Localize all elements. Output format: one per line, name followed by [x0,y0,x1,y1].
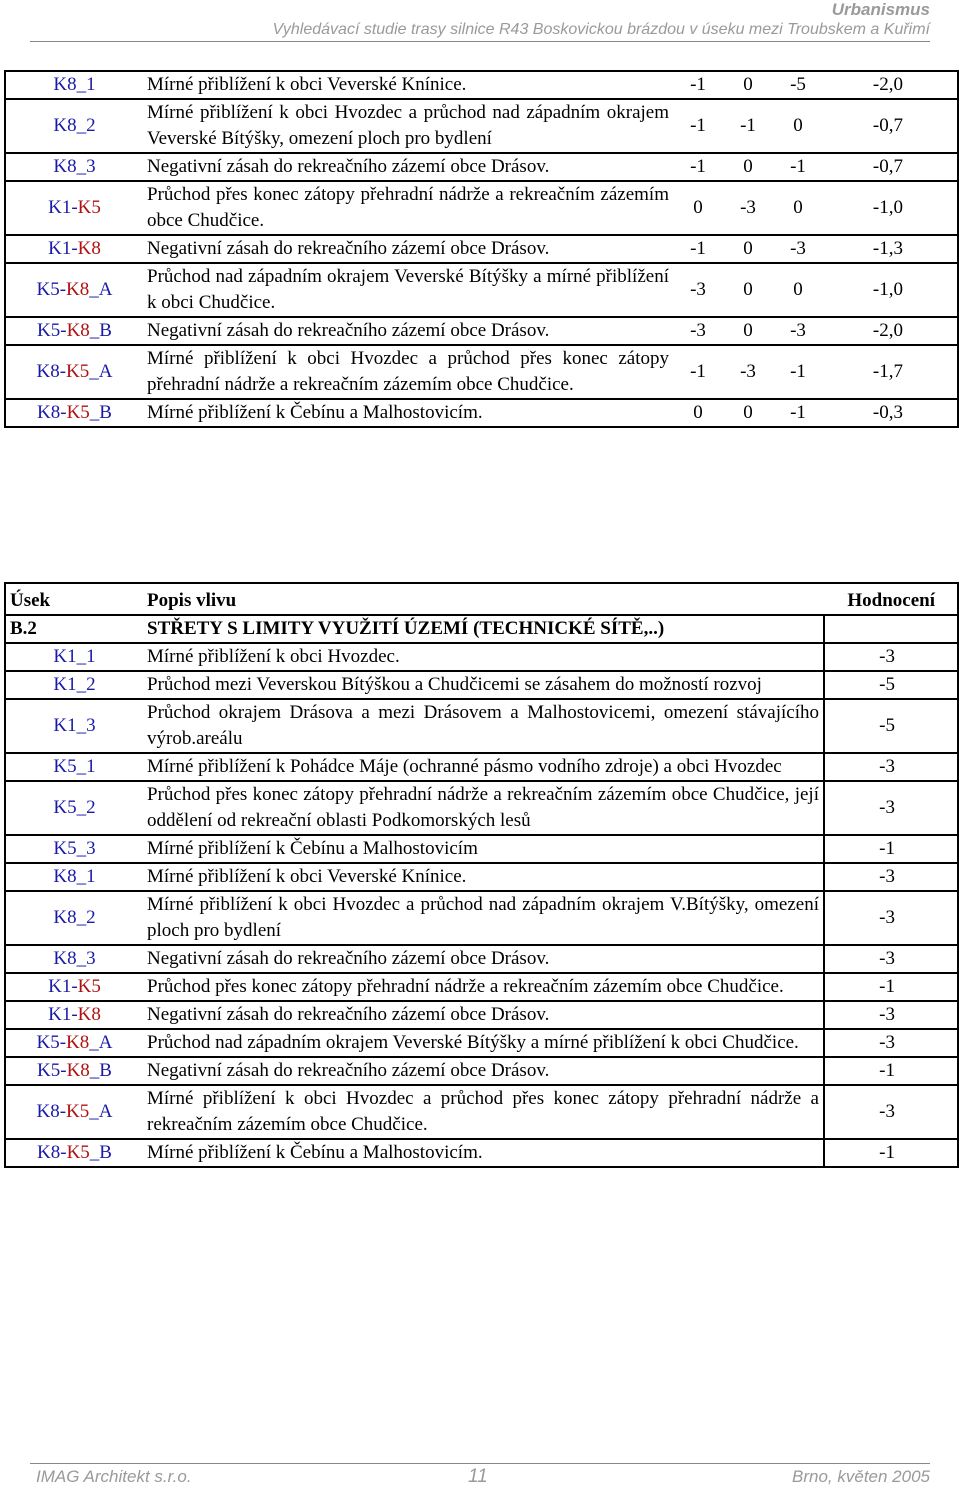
row-score: -3 [723,345,773,399]
row-rating: -3 [824,753,958,781]
code-suffix: _B [89,320,112,341]
row-description: Mírné přiblížení k obci Hvozdec a průchod nad západním okrajem Veverské Bítýšky, omezení ploch pro bydlení [143,99,673,153]
code-prefix: K1- [48,238,78,259]
evaluation-table-2 [4,582,959,1168]
table-row [5,643,958,671]
code-suffix: _1 [76,74,96,95]
table-row [5,1085,958,1139]
code-prefix: K8 [53,74,77,95]
code-prefix: K5 [53,797,77,818]
row-rating: -3 [824,945,958,973]
row-rating: -3 [824,863,958,891]
row-rating: -5 [824,671,958,699]
row-score: 0 [773,181,823,235]
row-score: -1 [673,235,723,263]
code-suffix: _A [89,1032,113,1053]
code-suffix: _2 [76,674,96,695]
code-prefix: K1- [48,976,78,997]
row-score: -1 [773,153,823,181]
code-prefix: K1- [48,197,78,218]
row-code [5,699,143,753]
row-description: Mírné přiblížení k Čebínu a Malhostovicím [143,835,824,863]
row-description: Mírné přiblížení k Pohádce Máje (ochranné pásmo vodního zdroje) a obci Hvozdec [143,753,824,781]
code-prefix: K8 [53,115,77,136]
table-row [5,317,958,345]
table-row [5,891,958,945]
table-row [5,399,958,427]
row-description: Průchod přes konec zátopy přehradní nádrže a rekreačním zázemím obce Chudčice. [143,973,824,1001]
row-description: Průchod nad západním okrajem Veverské Bítýšky a mírné přiblížení k obci Chudčice. [143,263,673,317]
col-header-rating: Hodnocení [824,583,958,615]
row-average: -1,0 [823,263,958,317]
table-row [5,1001,958,1029]
row-score: -1 [673,153,723,181]
col-header-description: Popis vlivu [143,583,824,615]
row-code [5,1139,143,1167]
row-score: -1 [673,345,723,399]
table-row [5,835,958,863]
row-average: -0,7 [823,153,958,181]
row-rating: -3 [824,891,958,945]
code-suffix: _B [89,402,112,423]
header-divider [30,41,930,42]
row-average: -0,3 [823,399,958,427]
code-suffix: _1 [76,866,96,887]
row-description: Negativní zásah do rekreačního zázemí obce Drásov. [143,317,673,345]
row-code [5,345,143,399]
row-description: Negativní zásah do rekreačního zázemí obce Drásov. [143,945,824,973]
row-description: Negativní zásah do rekreačního zázemí obce Drásov. [143,235,673,263]
table-row [5,699,958,753]
code-prefix: K5- [37,1060,67,1081]
table-row [5,99,958,153]
code-prefix: K1 [53,674,77,695]
row-score: -3 [773,235,823,263]
code-target: K5 [66,402,90,423]
row-rating: -1 [824,835,958,863]
code-prefix: K8- [37,1142,67,1163]
code-prefix: K5 [53,838,77,859]
row-score: -1 [773,399,823,427]
row-code [5,181,143,235]
code-suffix: _A [89,279,113,300]
code-target: K8 [66,1060,90,1081]
code-target: K8 [77,1004,101,1025]
code-suffix: _3 [76,715,96,736]
row-score: -1 [673,71,723,99]
footer-divider [30,1463,930,1464]
code-prefix: K5- [36,1032,67,1053]
table-row [5,753,958,781]
row-description: Mírné přiblížení k obci Hvozdec a průchod přes konec zátopy přehradní nádrže a rekreačním zázemím obce Chudčice. [143,1085,824,1139]
code-target: K8 [66,320,90,341]
row-average: -1,3 [823,235,958,263]
row-description: Průchod přes konec zátopy přehradní nádrže a rekreačním zázemím obce Chudčice, její oddělení od rekreační oblasti Podkomorských lesů [143,781,824,835]
row-rating: -3 [824,1085,958,1139]
row-code [5,263,143,317]
row-code [5,317,143,345]
code-prefix: K8- [36,361,67,382]
row-score: -3 [723,181,773,235]
row-code [5,643,143,671]
row-code [5,1029,143,1057]
section-title: STŘETY S LIMITY VYUŽITÍ ÚZEMÍ (TECHNICKÉ SÍTĚ,..) [143,615,824,643]
table-row [5,263,958,317]
table-row [5,671,958,699]
table-row [5,71,958,99]
row-description: Negativní zásah do rekreačního zázemí obce Drásov. [143,1057,824,1085]
row-code [5,863,143,891]
code-suffix: _A [89,1101,113,1122]
row-description: Mírné přiblížení k Čebínu a Malhostovicím. [143,399,673,427]
row-description: Mírné přiblížení k obci Hvozdec a průchod přes konec zátopy přehradní nádrže a rekreačním zázemím obce Chudčice. [143,345,673,399]
table-row [5,235,958,263]
table-header-row [5,583,958,615]
row-code [5,891,143,945]
row-rating: -3 [824,1029,958,1057]
row-score: -1 [723,99,773,153]
code-suffix: _A [89,361,113,382]
row-description: Průchod nad západním okrajem Veverské Bítýšky a mírné přiblížení k obci Chudčice. [143,1029,824,1057]
row-rating: -3 [824,781,958,835]
code-suffix: _B [89,1060,112,1081]
code-prefix: K5 [53,756,77,777]
row-code [5,781,143,835]
header-title: Urbanismus [831,0,930,19]
row-code [5,835,143,863]
row-description: Mírné přiblížení k obci Veverské Knínice. [143,863,824,891]
table-row [5,945,958,973]
row-rating: -1 [824,973,958,1001]
code-target: K8 [77,238,101,259]
row-rating: -1 [824,1057,958,1085]
row-code [5,71,143,99]
code-target: K8 [66,279,90,300]
table-row [5,973,958,1001]
row-description: Negativní zásah do rekreačního zázemí obce Drásov. [143,1001,824,1029]
row-description: Průchod přes konec zátopy přehradní nádrže a rekreačním zázemím obce Chudčice. [143,181,673,235]
code-suffix: _B [89,1142,112,1163]
row-average: -0,7 [823,99,958,153]
col-header-section: Úsek [5,583,143,615]
code-suffix: _2 [76,907,96,928]
table-row [5,863,958,891]
row-code [5,235,143,263]
code-prefix: K8 [53,156,77,177]
row-score: 0 [723,317,773,345]
page-header [273,0,930,40]
row-score: 0 [773,263,823,317]
row-code [5,399,143,427]
code-target: K5 [77,976,101,997]
code-prefix: K1 [53,646,77,667]
row-description: Mírné přiblížení k obci Hvozdec a průchod nad západním okrajem V.Bítýšky, omezení ploch pro bydlení [143,891,824,945]
row-score: 0 [723,153,773,181]
code-prefix: K8- [37,402,67,423]
row-code [5,99,143,153]
row-rating: -1 [824,1139,958,1167]
row-average: -1,0 [823,181,958,235]
table-row [5,781,958,835]
code-target: K5 [66,361,90,382]
evaluation-table-1 [4,70,959,428]
row-score: 0 [723,399,773,427]
code-target: K5 [66,1101,90,1122]
row-rating: -3 [824,643,958,671]
footer-date: Brno, květen 2005 [792,1467,930,1486]
row-score: -1 [773,345,823,399]
row-code [5,973,143,1001]
row-description: Mírné přiblížení k obci Veverské Knínice. [143,71,673,99]
row-score: -3 [773,317,823,345]
code-suffix: _2 [76,115,96,136]
row-score: 0 [723,263,773,317]
row-description: Průchod mezi Veverskou Bítýškou a Chudčicemi se zásahem do možností rozvoj [143,671,824,699]
row-code [5,153,143,181]
code-suffix: _1 [76,646,96,667]
table-row [5,153,958,181]
code-suffix: _3 [76,838,96,859]
code-prefix: K8- [36,1101,67,1122]
code-target: K5 [66,1142,90,1163]
row-description: Průchod okrajem Drásova a mezi Drásovem a Malhostovicemi, omezení stávajícího výrob.areálu [143,699,824,753]
section-rating [824,615,958,643]
code-prefix: K8 [53,907,77,928]
code-suffix: _3 [76,156,96,177]
page-number: 11 [468,1466,488,1487]
row-code [5,945,143,973]
footer-company: IMAG Architekt s.r.o. [36,1467,192,1486]
row-description: Mírné přiblížení k Čebínu a Malhostovicím. [143,1139,824,1167]
code-prefix: K5- [36,279,67,300]
row-rating: -5 [824,699,958,753]
section-code: B.2 [5,615,143,643]
code-prefix: K5- [37,320,67,341]
row-description: Mírné přiblížení k obci Hvozdec. [143,643,824,671]
code-suffix: _1 [76,756,96,777]
code-prefix: K1- [48,1004,78,1025]
row-code [5,671,143,699]
row-score: -5 [773,71,823,99]
row-average: -1,7 [823,345,958,399]
code-suffix: _3 [76,948,96,969]
table-row [5,345,958,399]
code-prefix: K1 [53,715,77,736]
row-description: Negativní zásah do rekreačního zázemí obce Drásov. [143,153,673,181]
row-score: 0 [723,71,773,99]
row-score: 0 [673,181,723,235]
header-subtitle: Vyhledávací studie trasy silnice R43 Boskovickou brázdou v úseku mezi Troubskem a Kuřimí [272,21,930,38]
row-score: -3 [673,263,723,317]
row-score: -3 [673,317,723,345]
row-score: 0 [773,99,823,153]
row-score: -1 [673,99,723,153]
section-row [5,615,958,643]
row-code [5,1057,143,1085]
row-average: -2,0 [823,71,958,99]
row-code [5,1001,143,1029]
table-row [5,181,958,235]
code-target: K5 [77,197,101,218]
row-code [5,753,143,781]
row-code [5,1085,143,1139]
table-row [5,1139,958,1167]
row-score: 0 [723,235,773,263]
code-prefix: K8 [53,866,77,887]
row-rating: -3 [824,1001,958,1029]
code-target: K8 [66,1032,90,1053]
code-suffix: _2 [76,797,96,818]
row-score: 0 [673,399,723,427]
code-prefix: K8 [53,948,77,969]
table-row [5,1057,958,1085]
table-row [5,1029,958,1057]
row-average: -2,0 [823,317,958,345]
